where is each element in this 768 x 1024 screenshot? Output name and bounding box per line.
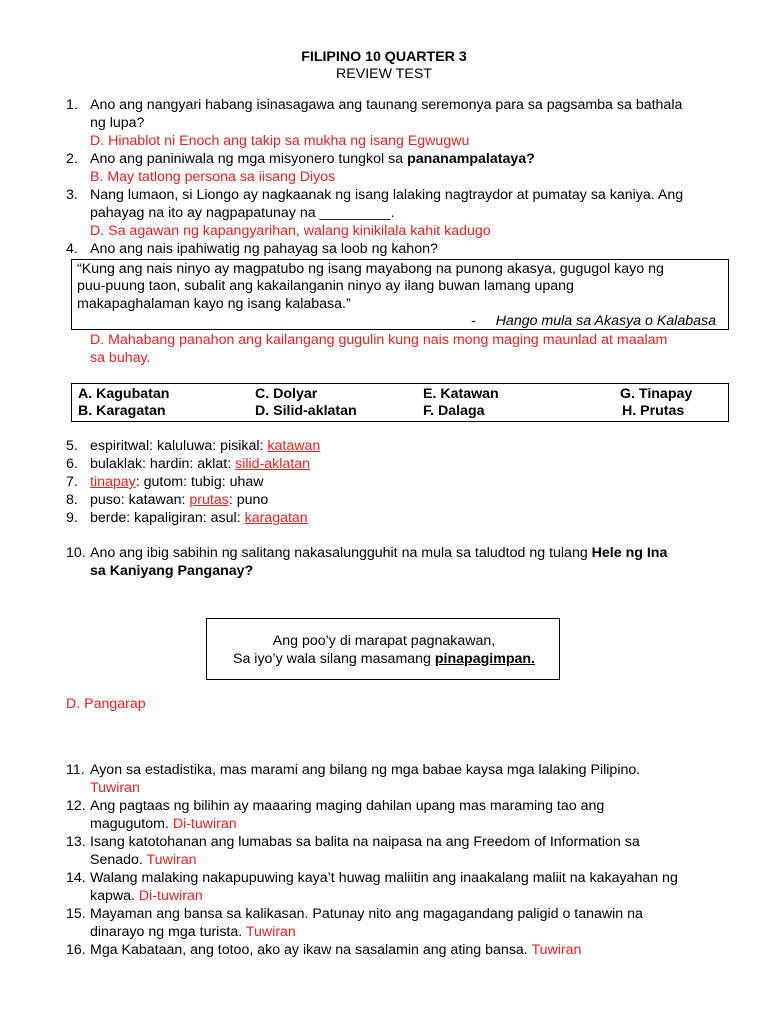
page-subtitle: REVIEW TEST xyxy=(336,66,432,82)
quote-line: puu-puung taon, subalit ang kakailanganin ninyo ay ilang buwan lamang upang xyxy=(77,278,574,294)
choice-f: F. Dalaga xyxy=(423,403,485,419)
analogy-text: : puno xyxy=(228,492,269,508)
question-text-part: kapwa. xyxy=(90,888,139,904)
question-number: 2. xyxy=(66,151,78,167)
question-bold-text: sa Kaniyang Panganay? xyxy=(90,563,254,579)
question-text: Isang katotohanan ang lumabas sa balita na naipasa na ang Freedom of Information sa xyxy=(90,834,640,850)
choice-c: C. Dolyar xyxy=(255,386,318,402)
analogy-item xyxy=(90,510,308,528)
question-text: Ano ang nangyari habang isinasagawa ang taunang seremonya para sa pagsamba sa bathala xyxy=(90,97,683,113)
question-number: 11. xyxy=(66,762,85,778)
analogy-item xyxy=(90,456,310,474)
analogy-text: puso: katawan: xyxy=(90,492,190,508)
question-number: 15. xyxy=(66,906,86,922)
question-text xyxy=(90,563,253,581)
question-text-part: Mga Kabataan, ang totoo, ako ay ikaw na sasalamin ang ating bansa. xyxy=(90,942,532,958)
question-text xyxy=(90,816,237,834)
question-number: 4. xyxy=(66,241,78,257)
question-number: 14. xyxy=(66,870,86,886)
quote-line: makapaghalaman kayo ng isang kalabasa.” xyxy=(77,296,351,312)
question-text: Ang pagtaas ng bilihin ay maaaring maging dahilan upang mas maraming tao ang xyxy=(90,798,605,814)
answer-text: D. Mahabang panahon ang kailangang gugulin kung nais mong maging maunlad at maalam xyxy=(90,332,668,348)
poem-text: Sa iyo’y wala silang masamang xyxy=(233,651,435,667)
choice-g: G. Tinapay xyxy=(620,386,693,402)
analogy-answer: karagatan xyxy=(244,510,308,526)
question-number: 7. xyxy=(66,474,78,490)
choice-d: D. Silid-aklatan xyxy=(255,403,357,419)
question-number: 5. xyxy=(66,438,78,454)
analogy-item xyxy=(90,474,264,492)
answer-text: D. Hinablot ni Enoch ang takip sa mukha ng isang Egwugwu xyxy=(90,133,470,149)
analogy-answer: tinapay xyxy=(90,474,136,490)
analogy-text: berde: kapaligiran: asul: xyxy=(90,510,245,526)
answer-text: D. Pangarap xyxy=(66,696,146,712)
question-number: 13. xyxy=(66,834,86,850)
answer-text: Di-tuwiran xyxy=(172,816,237,832)
choice-b: B. Karagatan xyxy=(78,403,166,419)
source-dash: - xyxy=(470,313,476,329)
question-text xyxy=(90,545,667,563)
question-number: 12. xyxy=(66,798,86,814)
question-number: 16. xyxy=(66,942,86,958)
analogy-answer: silid-aklatan xyxy=(235,456,311,472)
choice-a: A. Kagubatan xyxy=(78,386,170,402)
question-number: 1. xyxy=(66,97,78,113)
answer-text: B. May tatlong persona sa iisang Diyos xyxy=(90,169,336,185)
analogy-answer: katawan xyxy=(267,438,321,454)
answer-text: Tuwiran xyxy=(245,924,296,940)
question-bold-text: pananampalataya? xyxy=(407,151,535,167)
question-text: ng lupa? xyxy=(90,115,145,131)
analogy-item xyxy=(90,492,268,510)
question-text: pahayag na ito ay nagpapatunay na _________. xyxy=(90,205,395,221)
question-text xyxy=(90,852,196,870)
analogy-item xyxy=(90,438,320,456)
choices-box xyxy=(71,383,729,422)
answer-text: D. Sa agawan ng kapangyarihan, walang kinikilala kahit kadugo xyxy=(90,223,491,239)
question-text-part: Senado. xyxy=(90,852,147,868)
question-text xyxy=(90,942,581,960)
page-title: FILIPINO 10 QUARTER 3 xyxy=(301,49,467,65)
question-number: 9. xyxy=(66,510,78,526)
question-bold-text: Hele ng Ina xyxy=(591,545,668,561)
quote-box xyxy=(71,259,729,330)
poem-line: Ang poo’y di marapat pagnakawan, xyxy=(272,633,496,649)
question-text: Nang lumaon, si Liongo ay nagkaanak ng isang lalaking nagtraydor at pumatay sa kaniya. Ang xyxy=(90,187,684,203)
answer-text: Tuwiran xyxy=(146,852,197,868)
answer-text: Di-tuwiran xyxy=(138,888,203,904)
answer-text: Tuwiran xyxy=(531,942,582,958)
question-text xyxy=(90,888,203,906)
question-text: Ano ang nais ipahiwatig ng pahayag sa loob ng kahon? xyxy=(90,241,438,257)
question-text-part: dinarayo ng mga turista. xyxy=(90,924,246,940)
quote-line: “Kung ang nais ninyo ay magpatubo ng isang mayabong na punong akasya, gugugol kayo ng xyxy=(77,261,664,277)
question-text: Mayaman ang bansa sa kalikasan. Patunay nito ang magagandang paligid o tanawin na xyxy=(90,906,643,922)
analogy-text: : gutom: tubig: uhaw xyxy=(135,474,264,490)
question-text-part: Ano ang paniniwala ng mga misyonero tungkol sa xyxy=(90,151,408,167)
question-number: 10. xyxy=(66,545,86,561)
question-text xyxy=(90,924,296,942)
source-title: Hango mula sa Akasya o Kalabasa xyxy=(495,313,716,329)
quote-source xyxy=(471,313,716,331)
poem-line xyxy=(207,651,561,669)
answer-text: Tuwiran xyxy=(90,780,140,796)
choice-h: H. Prutas xyxy=(622,403,685,419)
question-text: Ayon sa estadistika, mas marami ang bilang ng mga babae kaysa mga lalaking Pilipino. xyxy=(90,762,641,778)
poem-box xyxy=(206,618,560,680)
choice-e: E. Katawan xyxy=(423,386,499,402)
analogy-answer: prutas xyxy=(189,492,229,508)
question-text-part: Ano ang ibig sabihin ng salitang nakasalungguhit na mula sa taludtod ng tulang xyxy=(90,545,592,561)
question-number: 3. xyxy=(66,187,78,203)
question-text: Walang malaking nakapupuwing kaya’t huwag maliitin ang inaakalang maliit na kakayahan ng xyxy=(90,870,678,886)
analogy-text: bulaklak: hardin: aklat: xyxy=(90,456,236,472)
poem-underlined-word: pinapagimpan. xyxy=(434,651,535,667)
question-text-part: magugutom. xyxy=(90,816,173,832)
answer-text: sa buhay. xyxy=(90,350,151,366)
analogy-text: espiritwal: kaluluwa: pisikal: xyxy=(90,438,268,454)
question-text xyxy=(90,151,535,169)
question-number: 6. xyxy=(66,456,78,472)
question-number: 8. xyxy=(66,492,78,508)
